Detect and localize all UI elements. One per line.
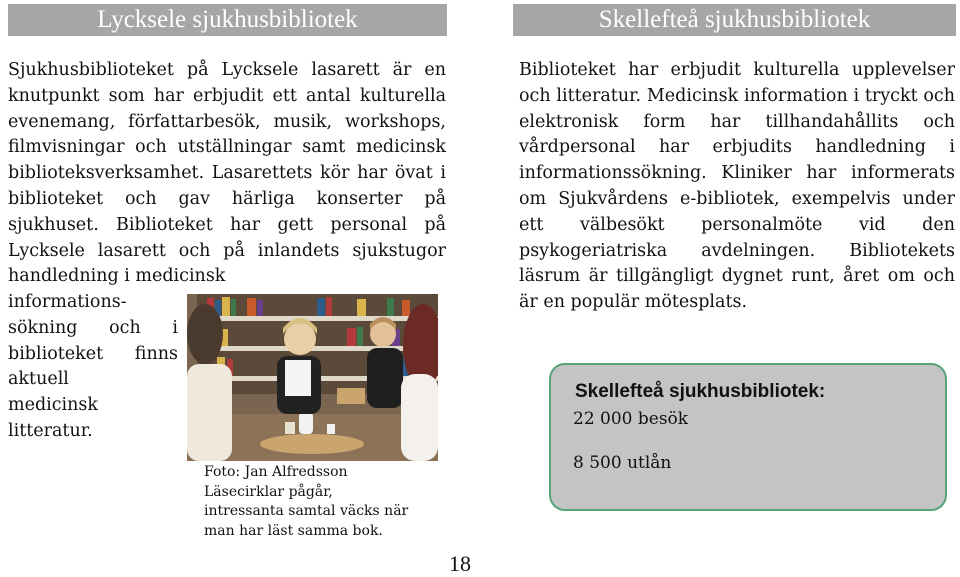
text-line: aktuell: [8, 369, 69, 390]
text-line: kulturella evenemang, författarbesök, musik,: [8, 85, 446, 132]
reading-circle-illustration: [187, 294, 438, 461]
lycksele-body-text-narrow: [8, 290, 178, 445]
text-line: härliga konserter på sjukhuset. Biblioteket: [8, 188, 447, 235]
text-line: biblioteket finns: [8, 343, 178, 364]
right-heading-banner: Skellefteå sjukhusbibliotek: [513, 4, 956, 36]
photo-caption: [204, 463, 424, 541]
caption-line: intressanta samtal väcks när: [204, 503, 409, 519]
caption-line: Foto: Jan Alfredsson: [204, 464, 348, 480]
text-line: litteratur.: [8, 420, 93, 441]
text-line: workshops, filmvisningar och utställningar: [8, 111, 446, 158]
text-line: Bibliotekets läsrum är tillgängligt dygnet: [519, 240, 955, 287]
text-line: medicinsk: [8, 395, 99, 416]
left-heading-banner: Lycksele sjukhusbibliotek: [8, 4, 447, 36]
text-line: knutpunkt som har erbjudit ett antal: [8, 85, 360, 106]
stats-box: [549, 363, 947, 511]
text-line: och elektronisk form har tillhandahållits och: [519, 85, 955, 132]
text-line: informations-: [8, 292, 127, 312]
text-line: Biblioteket har erbjudit kulturella upplevelser: [519, 60, 955, 80]
text-line: har gett personal på Lycksele lasarett och på: [8, 214, 446, 261]
text-line: informerats om Sjukvårdens e-bibliotek,: [519, 163, 955, 209]
stats-title: Skellefteå sjukhusbibliotek:: [575, 381, 826, 402]
skelleftea-body-text: [519, 58, 955, 316]
text-line: runt, året om och är en populär mötesplats.: [519, 266, 955, 313]
page-number: 18: [449, 551, 471, 576]
text-line: informationssökning. Kliniker har: [519, 163, 851, 184]
text-line: Sjukhusbiblioteket på Lycksele lasarett är en: [8, 60, 446, 80]
text-line: inlandets sjukstugor handledning i medicinsk: [8, 240, 446, 287]
text-line: vid den psykogeriatriska avdelningen.: [519, 214, 956, 261]
text-line: exempelvis under ett välbesökt personalmöte: [519, 188, 955, 235]
stat-loans: 8 500 utlån: [573, 453, 672, 473]
caption-line: man har läst samma bok.: [204, 522, 383, 539]
text-line: sökning och i: [8, 317, 178, 338]
text-line: samt medicinsk biblioteksverksamhet.: [8, 137, 446, 184]
text-line: och litteratur. Medicinsk information i tryckt: [519, 85, 924, 106]
lycksele-body-text: [8, 58, 446, 290]
reading-circle-photo: [187, 294, 438, 461]
text-line: vårdpersonal har erbjudits handledning i: [519, 137, 955, 158]
stat-visits: 22 000 besök: [573, 409, 689, 429]
text-line: Lasarettets kör har övat i biblioteket och gav: [8, 163, 446, 209]
caption-line: Läsecirklar pågår,: [204, 483, 333, 500]
